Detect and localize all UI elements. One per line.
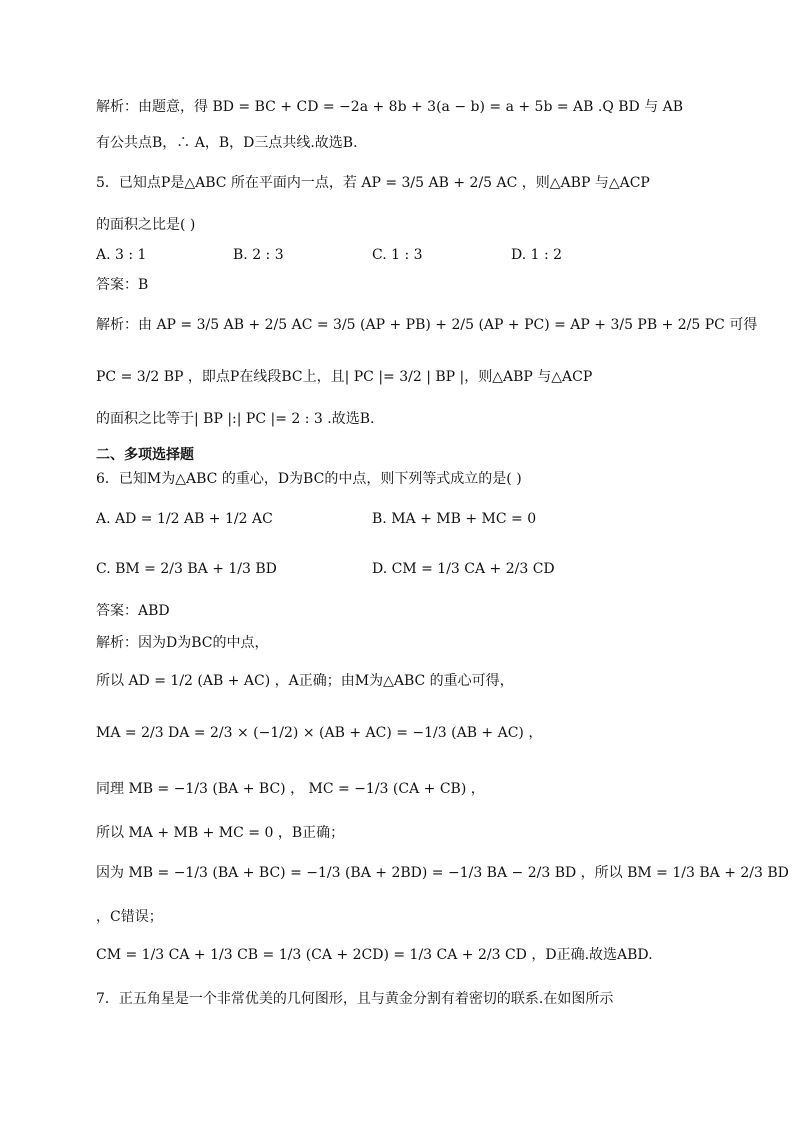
q6-option-b: B. MA + MB + MC = 0 — [372, 511, 537, 527]
section-heading-multiple-choice: 二、多项选择题 — [96, 447, 194, 463]
analysis-q4-line2: 有公共点B，∴ A，B，D三点共线.故选B. — [96, 135, 358, 151]
analysis-q6-line3: MA = 2/3 DA = 2/3 × (−1/2) × (AB + AC) = −1/3 (AB + AC) ， — [96, 725, 543, 741]
analysis-q6-line8: CM = 1/3 CA + 1/3 CB = 1/3 (CA + 2CD) = 1/3 CA + 2/3 CD ，D正确.故选ABD. — [96, 947, 653, 963]
q5-option-d: D. 1 : 2 — [511, 247, 563, 263]
analysis-q4-line1: 解析：由题意，得 BD = BC + CD = −2a + 8b + 3(a − b) = a + 5b = AB .Q BD 与 AB — [96, 99, 684, 115]
analysis-q5-line2: PC = 3/2 BP ，即点P在线段BC上，且| PC |= 3/2 | BP |，则△ABP 与△ACP — [96, 369, 593, 385]
answer-q5: 答案：B — [96, 277, 149, 293]
analysis-q6-line7: ，C错误； — [96, 909, 163, 925]
question-7-stem: 7．正五角星是一个非常优美的几何图形，且与黄金分割有着密切的联系.在如图所示 — [96, 991, 614, 1007]
analysis-q6-line5: 所以 MA + MB + MC = 0 ，B正确； — [96, 825, 345, 841]
question-5-stem-cont: 的面积之比是( ) — [96, 217, 196, 233]
analysis-q6-line4: 同理 MB = −1/3 (BA + BC) ， MC = −1/3 (CA + CB) ， — [96, 781, 485, 797]
q5-option-b: B. 2 : 3 — [233, 247, 284, 263]
analysis-q5-line1: 解析：由 AP = 3/5 AB + 2/5 AC = 3/5 (AP + PB) + 2/5 (AP + PC) = AP + 3/5 PB + 2/5 PC 可得 — [96, 317, 758, 333]
question-5-stem: 5．已知点P是△ABC 所在平面内一点，若 AP = 3/5 AB + 2/5 AC ，则△ABP 与△ACP — [96, 175, 650, 191]
q5-option-a: A. 3 : 1 — [96, 247, 147, 263]
analysis-q6-line1: 解析：因为D为BC的中点， — [96, 635, 269, 651]
q6-option-d: D. CM = 1/3 CA + 2/3 CD — [372, 561, 555, 577]
q6-option-c: C. BM = 2/3 BA + 1/3 BD — [96, 561, 277, 577]
question-6-stem: 6．已知M为△ABC 的重心，D为BC的中点，则下列等式成立的是( ) — [96, 471, 522, 487]
analysis-q6-line2: 所以 AD = 1/2 (AB + AC) ，A正确；由M为△ABC 的重心可得， — [96, 673, 514, 689]
answer-q6: 答案：ABD — [96, 603, 170, 619]
analysis-q5-line3: 的面积之比等于| BP |:| PC |= 2 : 3 .故选B. — [96, 411, 375, 427]
q5-option-c: C. 1 : 3 — [372, 247, 423, 263]
q6-option-a: A. AD = 1/2 AB + 1/2 AC — [96, 511, 273, 527]
analysis-q6-line6: 因为 MB = −1/3 (BA + BC) = −1/3 (BA + 2BD) = −1/3 BA − 2/3 BD ，所以 BM = 1/3 BA + 2/3 BD — [96, 865, 789, 881]
